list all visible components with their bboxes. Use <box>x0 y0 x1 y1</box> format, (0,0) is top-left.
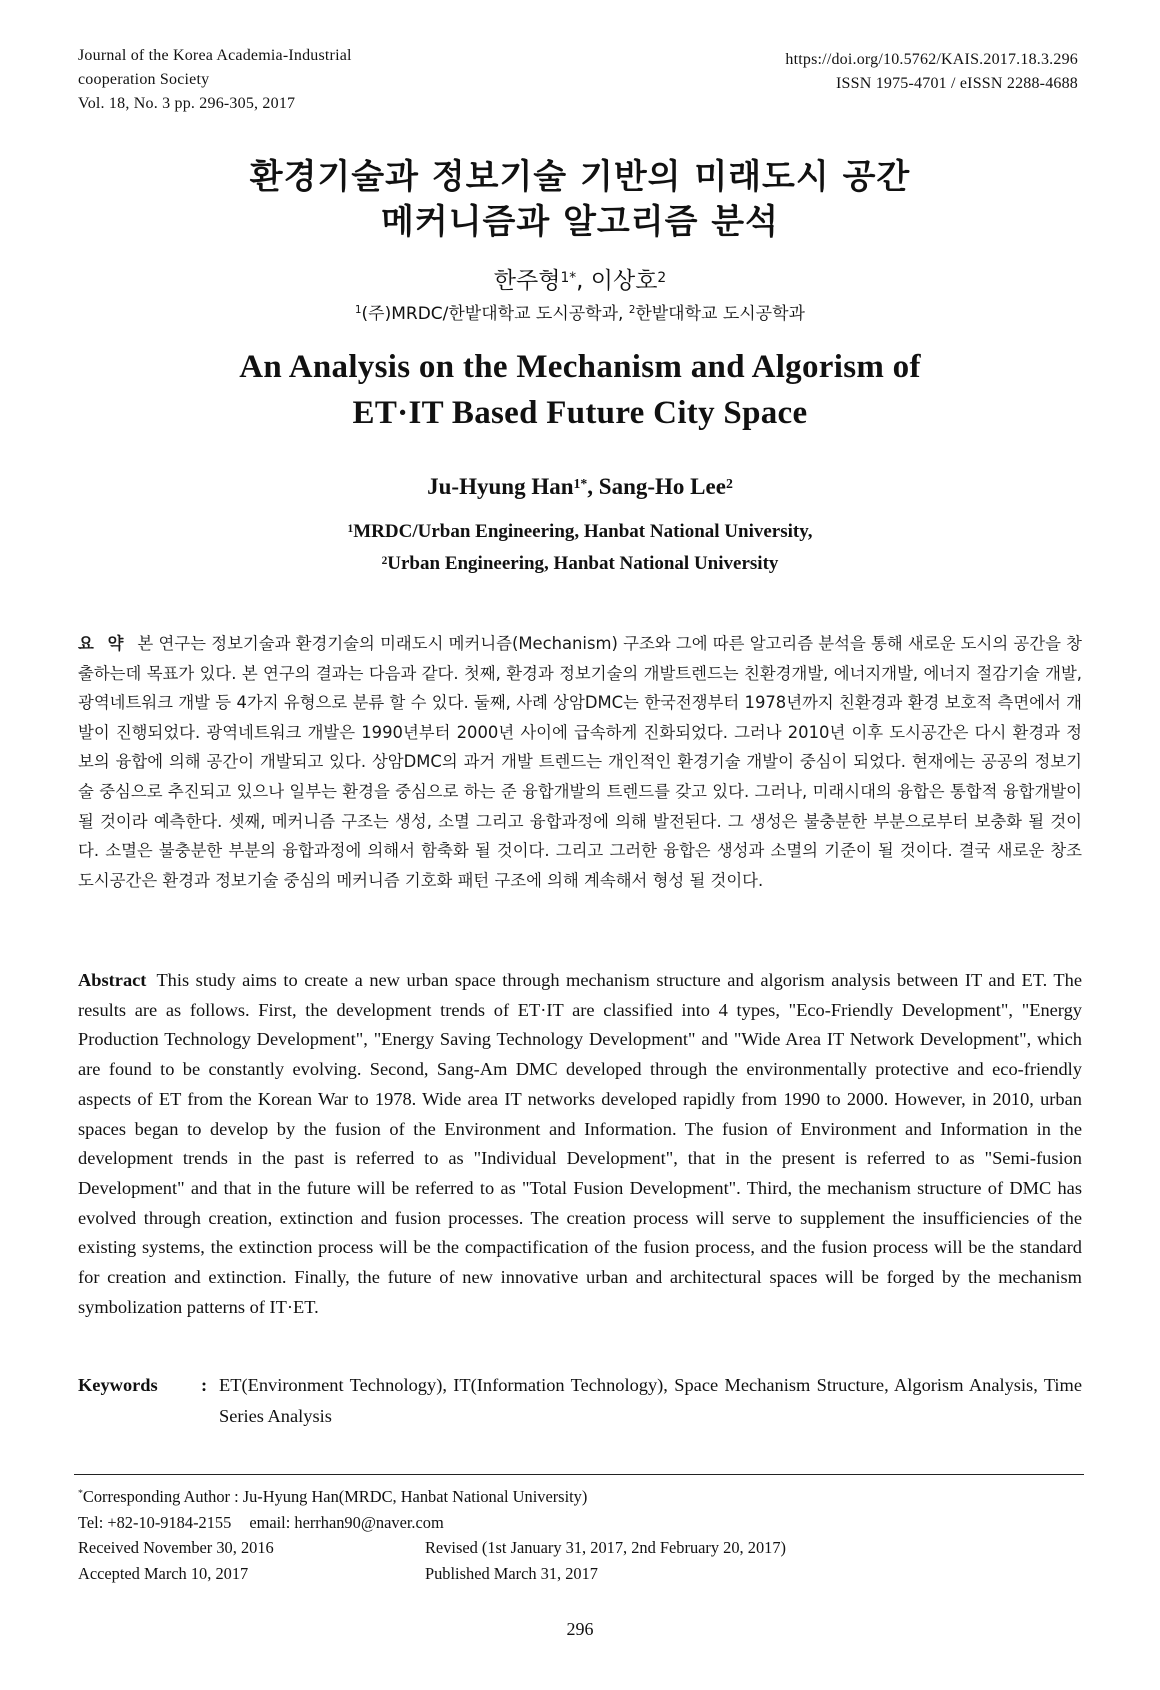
affil-en-sup2: 2 <box>381 555 388 567</box>
english-title <box>0 344 1160 436</box>
affil-en-text1: MRDC/Urban Engineering, Hanbat National University, <box>353 521 813 542</box>
journal-volume: Vol. 18, No. 3 pp. 296-305, 2017 <box>78 95 296 112</box>
korean-affiliation <box>0 302 1160 326</box>
affil-en-line2 <box>0 548 1160 580</box>
affil-ko-text2: 한밭대학교 도시공학과 <box>635 304 805 324</box>
english-abstract-label: Abstract <box>78 970 147 990</box>
journal-name-line2: cooperation Society <box>78 71 210 88</box>
english-authors <box>0 472 1160 502</box>
author1-en-sup: 1* <box>573 476 588 491</box>
korean-abstract-label: 요 약 <box>78 634 128 653</box>
english-title-line2: ET·IT Based Future City Space <box>352 395 808 431</box>
issn: ISSN 1975-4701 / eISSN 2288-4688 <box>836 75 1078 92</box>
affil-ko-text1: (주)MRDC/한밭대학교 도시공학과, <box>361 304 629 324</box>
doi-link[interactable]: https://doi.org/10.5762/KAIS.2017.18.3.296 <box>785 51 1078 68</box>
doi-issn-block <box>785 48 1078 96</box>
footnote-divider <box>74 1474 1084 1475</box>
keywords-colon: : <box>201 1375 208 1395</box>
korean-title <box>0 155 1160 245</box>
author-separator-en: , <box>587 474 599 499</box>
email[interactable]: email: herrhan90@naver.com <box>249 1512 444 1532</box>
author2-en: Sang-Ho Lee <box>598 474 726 499</box>
corresponding-sup: * <box>78 1488 83 1499</box>
received-date: Received November 30, 2016 <box>78 1538 274 1557</box>
author2-ko-sup: 2 <box>657 270 667 286</box>
journal-info <box>78 44 352 116</box>
author1-ko: 한주형 <box>493 268 561 294</box>
english-title-line1: An Analysis on the Mechanism and Algorism of <box>239 349 921 385</box>
keywords-label: Keywords <box>78 1375 158 1395</box>
accepted-date: Accepted March 10, 2017 <box>78 1563 249 1583</box>
korean-abstract-text: 본 연구는 정보기술과 환경기술의 미래도시 메커니즘(Mechanism) 구조와 그에 따른 알고리즘 분석을 통해 새로운 도시의 공간을 창출하는데 목표가 있다. 본 연구의 결과는 다음과 같다. 첫째, 환경과 정보기술의 개발트렌드는 친환경개발, 에너지개발, 에너지 절감기술 개발, 광역네트워크 개발 등 4가지 유형으로 분류 할 수 있다. 둘째, 사례 상암DMC는 한국전쟁부터 1978년까지 친환경과 환경 보호적 측면에서 개발이 진행되었다. 광역네트워크 개발은 1990년부터 2000년 사이에 급속하게 진화되었다. 그러나 2010년 이후 도시공간은 다시 환경과 정보의 융합에 의해 공간이 개발되고 있다. 상암DMC의 과거 개발 트렌드는 개인적인 환경기술 개발이 중심이 되었다. 현재에는 공공의 정보기술 중심으로 추진되고 있으나 일부는 환경을 중심으로 하는 준 융합개발의 트렌드를 갖고 있다. 그러나, 미래시대의 융합은 통합적 융합개발이 될 것이라 예측한다. 셋째, 메커니즘 구조는 생성, 소멸 그리고 융합과정에 의해 발전된다. 그 생성은 불충분한 부분으로부터 보충화 될 것이다. 소멸은 불충분한 부분의 융합과정에 의해서 함축화 될 것이다. 그리고 그러한 융합은 생성과 소멸의 기준이 될 것이다. 결국 새로운 창조 도시공간은 환경과 정보기술 중심의 메커니즘 기호화 패턴 구조에 의해 계속해서 형성 될 것이다. <box>78 634 1083 890</box>
affil-en-sup1: 1 <box>347 523 354 535</box>
corresponding-author-row <box>78 1484 1082 1510</box>
korean-title-line1: 환경기술과 정보기술 기반의 미래도시 공간 <box>249 157 911 197</box>
english-affiliation <box>0 516 1160 580</box>
author1-en: Ju-Hyung Han <box>427 474 574 499</box>
journal-name-line1: Journal of the Korea Academia-Industrial <box>78 47 352 64</box>
contact-row <box>78 1510 1082 1536</box>
affil-ko-sup2: 2 <box>628 305 636 316</box>
author1-ko-sup: 1* <box>560 270 577 286</box>
footnote-block <box>78 1484 1082 1586</box>
english-abstract-text: This study aims to create a new urban space through mechanism structure and algorism analysis between IT and ET. The results are as follows. First, the development trends of ET·IT are classified into 4 types, "Eco-Friendly Development", "Energy Production Technology Development", "Energy Saving Technology Development" and "Wide Area IT Network Development", which are found to be constantly evolving. Second, Sang-Am DMC developed through the environmentally protective and eco-friendly aspects of ET from the Korean War to 1978. Wide area IT networks developed rapidly from 1990 to 2000. However, in 2010, urban spaces began to develop by the fusion of the Environment and Information. The fusion of Environment and Information in the development trends in the past is referred to as "Individual Development", that in the present is referred to as "Semi-fusion Development" and that in the future will be referred to as "Total Fusion Development". Third, the mechanism structure of DMC has evolved through creation, extinction and fusion processes. The creation process will serve to supplement the insufficiencies of the existing systems, the extinction process will be the compactification of the fusion process, and the fusion process will be the standard for creation and extinction. Finally, the future of new innovative urban and architectural spaces will be forged by the mechanism symbolization patterns of IT·ET. <box>78 970 1082 1317</box>
revised-date: Revised (1st January 31, 2017, 2nd February 20, 2017) <box>425 1538 786 1557</box>
keywords-text: ET(Environment Technology), IT(Information Technology), Space Mechanism Structure, Algorism Analysis, Time Series Analysis <box>219 1375 1082 1426</box>
affil-ko-sup1: 1 <box>355 305 362 316</box>
received-revised-row <box>78 1535 1082 1561</box>
affil-en-line1 <box>0 516 1160 548</box>
corresponding-author: Corresponding Author : Ju-Hyung Han(MRDC, Hanbat National University) <box>82 1487 588 1506</box>
author-separator-ko: , <box>576 268 591 294</box>
author2-en-sup: 2 <box>725 476 733 491</box>
korean-authors <box>0 266 1160 296</box>
english-abstract <box>78 966 1082 1322</box>
accepted-published-row <box>78 1561 1082 1587</box>
affil-en-text2: Urban Engineering, Hanbat National University <box>387 553 779 574</box>
keywords-block <box>78 1370 1082 1432</box>
korean-title-line2: 메커니즘과 알고리즘 분석 <box>381 202 779 242</box>
page-number: 296 <box>566 1619 594 1639</box>
author2-ko: 이상호 <box>590 268 658 294</box>
telephone: Tel: +82-10-9184-2155 <box>78 1512 232 1532</box>
korean-abstract <box>78 629 1082 895</box>
published-date: Published March 31, 2017 <box>425 1563 598 1583</box>
